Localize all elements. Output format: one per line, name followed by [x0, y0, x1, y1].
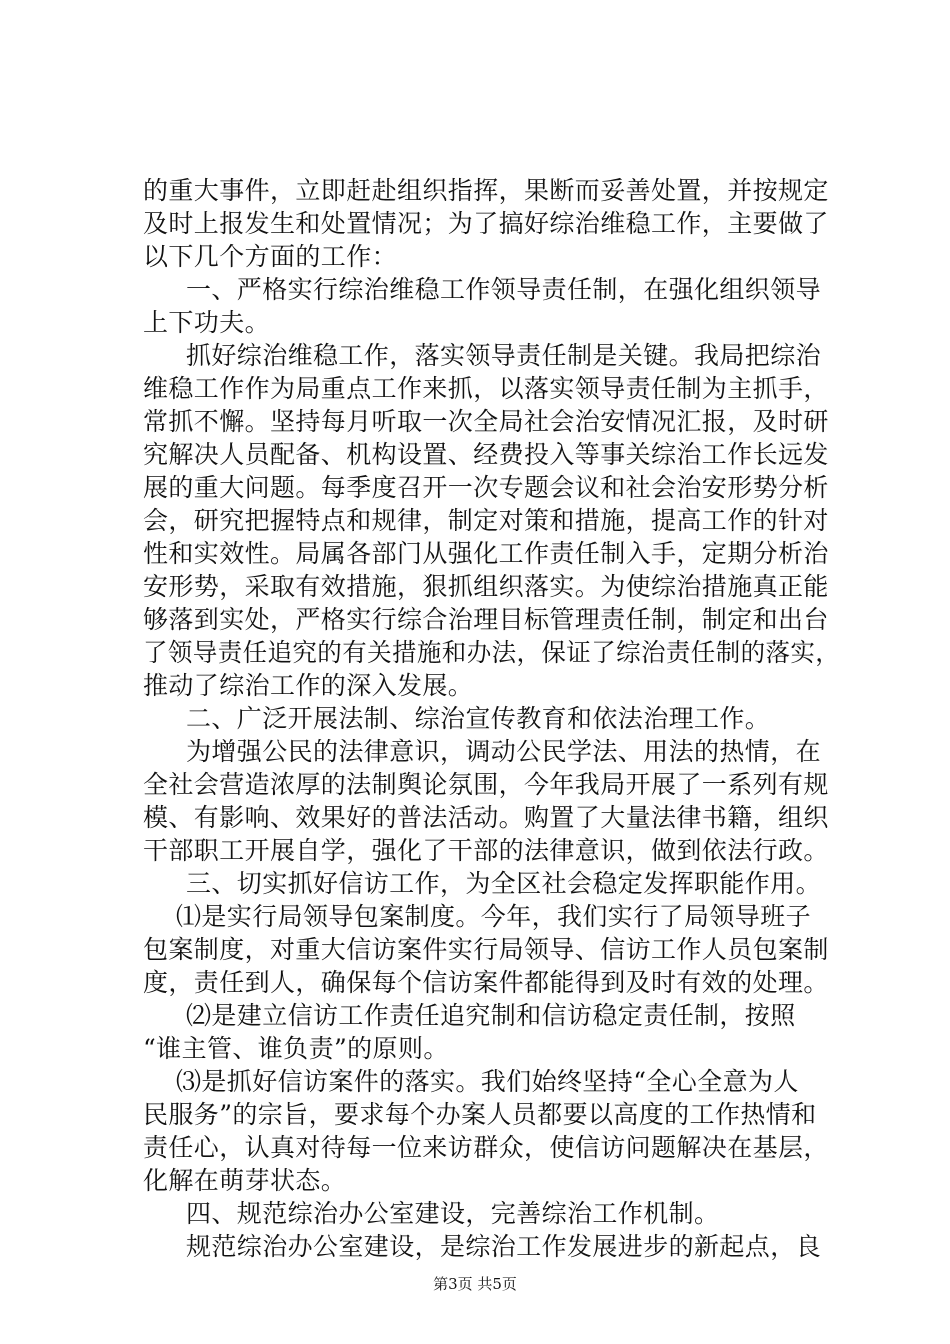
text-line: 以下几个方面的工作： — [143, 242, 398, 271]
text-line: 包案制度，对重大信访案件实行局领导、信访工作人员包案制 — [143, 935, 829, 964]
page-number-footer: 第3页 共5页 — [433, 1275, 517, 1293]
text-line: 度，责任到人，确保每个信访案件都能得到及时有效的处理。 — [143, 968, 829, 997]
text-line: 安形势，采取有效措施，狠抓组织落实。为使综治措施真正能 — [143, 572, 829, 601]
text-line: 常抓不懈。坚持每月听取一次全局社会治安情况汇报，及时研 — [143, 407, 829, 436]
section-heading: 上下功夫。 — [143, 308, 271, 337]
text-line: 维稳工作作为局重点工作来抓，以落实领导责任制为主抓手， — [143, 374, 829, 403]
text-line: 了领导责任追究的有关措施和办法，保证了综治责任制的落实， — [143, 638, 841, 667]
section-heading: 四、规范综治办公室建设，完善综治工作机制。 — [186, 1199, 720, 1228]
text-line: 规范综治办公室建设，是综治工作发展进步的新起点，良 — [186, 1232, 822, 1261]
text-line: 性和实效性。局属各部门从强化工作责任制入手，定期分析治 — [143, 539, 829, 568]
text-line: 全社会营造浓厚的法制舆论氛围，今年我局开展了一系列有规 — [143, 770, 829, 799]
text-line: 推动了综治工作的深入发展。 — [143, 671, 474, 700]
text-line: 抓好综治维稳工作，落实领导责任制是关键。我局把综治 — [186, 341, 822, 370]
text-line: ⑴是实行局领导包案制度。今年，我们实行了局领导班子 — [176, 902, 812, 931]
text-line: 模、有影响、效果好的普法活动。购置了大量法律书籍，组织 — [143, 803, 829, 832]
text-line: 究解决人员配备、机构设置、经费投入等事关综治工作长远发 — [143, 440, 829, 469]
text-line: 够落到实处，严格实行综合治理目标管理责任制，制定和出台 — [143, 605, 829, 634]
text-line: “谁主管、谁负责”的原则。 — [143, 1034, 449, 1063]
text-line: 为增强公民的法律意识，调动公民学法、用法的热情，在 — [186, 737, 822, 766]
section-heading: 一、严格实行综治维稳工作领导责任制，在强化组织领导 — [186, 275, 822, 304]
text-line: 及时上报发生和处置情况；为了搞好综治维稳工作，主要做了 — [143, 209, 829, 238]
text-line: ⑵是建立信访工作责任追究制和信访稳定责任制，按照 — [186, 1001, 796, 1030]
section-heading: 二、广泛开展法制、综治宣传教育和依法治理工作。 — [186, 704, 771, 733]
text-line: 责任心，认真对待每一位来访群众，使信访问题解决在基层， — [143, 1133, 829, 1162]
text-line: 干部职工开展自学，强化了干部的法律意识，做到依法行政。 — [143, 836, 829, 865]
text-line: 民服务”的宗旨，要求每个办案人员都要以高度的工作热情和 — [143, 1100, 817, 1129]
text-line: 的重大事件，立即赶赴组织指挥，果断而妥善处置，并按规定 — [143, 176, 829, 205]
text-line: ⑶是抓好信访案件的落实。我们始终坚持“全心全意为人 — [176, 1067, 799, 1096]
text-line: 化解在萌芽状态。 — [143, 1166, 347, 1195]
section-heading: 三、切实抓好信访工作，为全区社会稳定发挥职能作用。 — [186, 869, 822, 898]
text-line: 会，研究把握特点和规律，制定对策和措施，提高工作的针对 — [143, 506, 829, 535]
text-line: 展的重大问题。每季度召开一次专题会议和社会治安形势分析 — [143, 473, 829, 502]
